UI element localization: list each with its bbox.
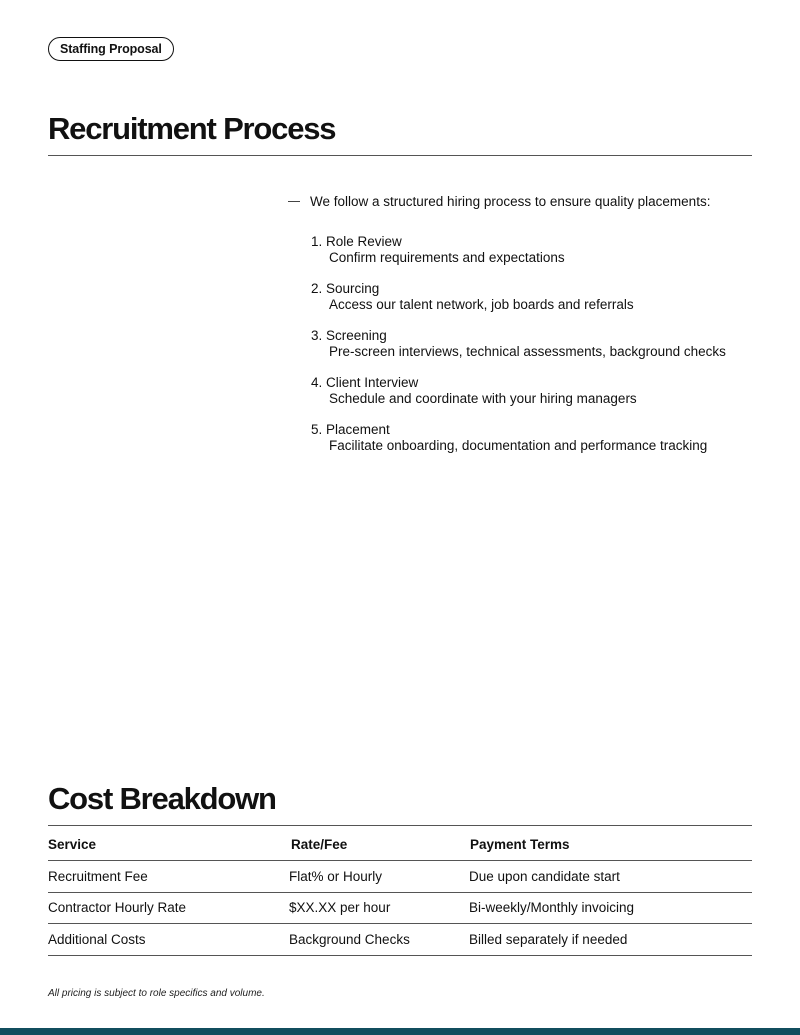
step-heading: 3. Screening [311,328,387,343]
table-row [48,924,752,956]
cost-table [48,825,752,956]
column-header-terms: Payment Terms [469,826,752,861]
table-cell: $XX.XX per hour [289,892,469,924]
step-description: Confirm requirements and expectations [329,250,565,265]
divider [48,155,752,156]
step-heading: 2. Sourcing [311,281,380,296]
table-cell: Billed separately if needed [469,924,752,956]
footer-accent-bar [0,1028,800,1035]
intro-text: We follow a structured hiring process to ensure quality placements: [310,194,711,209]
step-description: Access our talent network, job boards and referrals [329,297,634,312]
table-cell: Contractor Hourly Rate [48,892,289,924]
table-cell: Recruitment Fee [48,861,289,893]
step-heading: 1. Role Review [311,234,402,249]
section-title-cost: Cost Breakdown [48,781,276,816]
process-step [311,422,761,469]
process-step [311,234,761,281]
document-tag: Staffing Proposal [48,37,174,61]
table-cell: Flat% or Hourly [289,861,469,893]
step-description: Facilitate onboarding, documentation and performance tracking [329,438,708,453]
step-heading: 5. Placement [311,422,390,437]
pricing-footnote: All pricing is subject to role specifics and volume. [48,988,265,999]
process-step [311,328,761,375]
section-title-recruitment: Recruitment Process [48,111,336,146]
step-description: Schedule and coordinate with your hiring managers [329,391,637,406]
column-header-service: Service [48,826,289,861]
step-description: Pre-screen interviews, technical assessments, background checks [329,344,726,359]
table-row [48,892,752,924]
table-row [48,861,752,893]
table-cell: Bi-weekly/Monthly invoicing [469,892,752,924]
table-cell: Background Checks [289,924,469,956]
table-cell: Additional Costs [48,924,289,956]
step-heading: 4. Client Interview [311,375,419,390]
process-step [311,375,761,422]
dash-bullet-icon [288,201,300,202]
process-step [311,281,761,328]
table-header-row [48,826,752,861]
process-steps-list [311,234,761,469]
table-cell: Due upon candidate start [469,861,752,893]
column-header-rate: Rate/Fee [289,826,469,861]
